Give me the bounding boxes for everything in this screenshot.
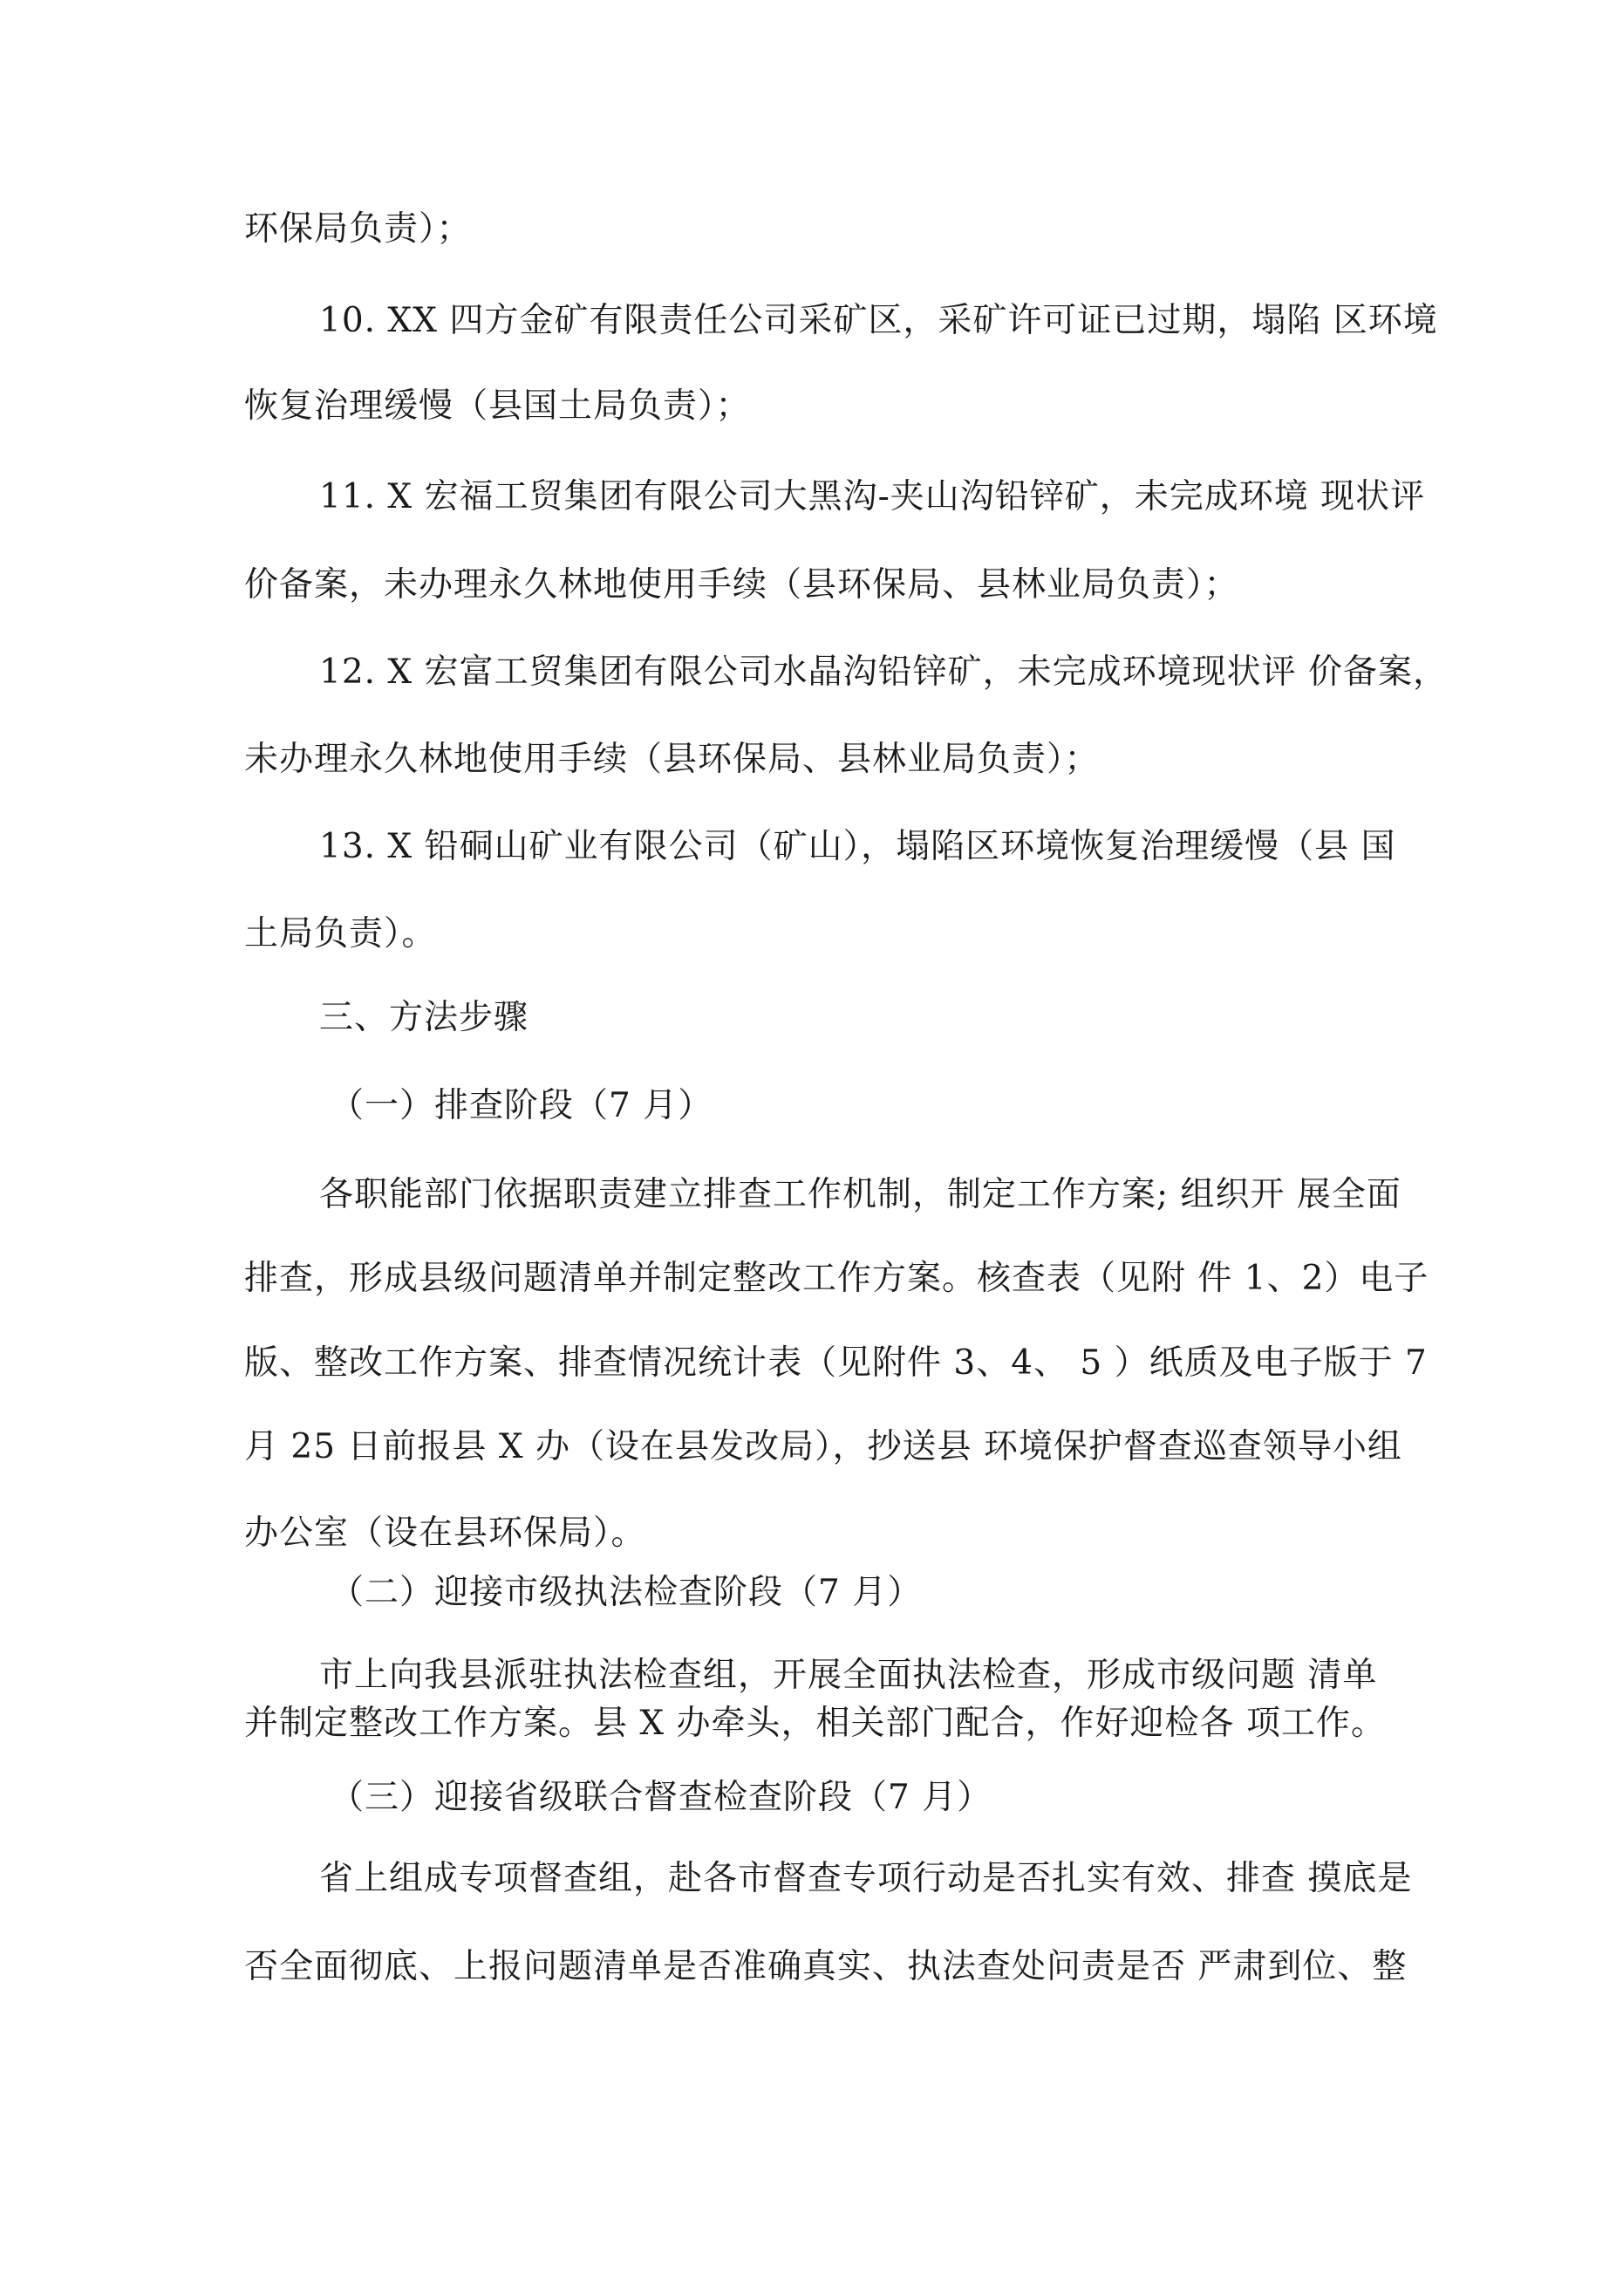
paragraph-line: 否全面彻底、上报问题清单是否准确真实、执法查处问责是否 严肃到位、整	[244, 1947, 1408, 1986]
paragraph-line: 排查，形成县级问题清单并制定整改工作方案。核查表（见附 件 1、2）电子	[244, 1259, 1429, 1298]
list-item-10-line: 10. XX 四方金矿有限责任公司采矿区，采矿许可证已过期，塌陷 区环境	[319, 301, 1438, 340]
list-item-12-line: 未办理永久林地使用手续（县环保局、县林业局负责）；	[244, 740, 1100, 779]
list-item-13-line: 土局负责）。	[244, 914, 437, 953]
paragraph-line: 办公室（设在县环保局）。	[244, 1514, 646, 1553]
paragraph-line: 市上向我县派驻执法检查组，开展全面执法检查，形成市级问题 清单	[319, 1656, 1378, 1695]
section-heading: 三、方法步骤	[319, 998, 529, 1037]
paragraph-line: 月 25 日前报县 X 办（设在县发改局），抄送县 环境保护督查巡查领导小组	[244, 1427, 1402, 1466]
paragraph-line: 版、整改工作方案、排查情况统计表（见附件 3、4、 5 ）纸质及电子版于 7	[244, 1343, 1428, 1383]
subsection-heading: （二）迎接市级执法检查阶段（7 月）	[330, 1573, 923, 1612]
paragraph-line: 省上组成专项督查组，赴各市督查专项行动是否扎实有效、排查 摸底是	[319, 1859, 1413, 1898]
text-line: 环保局负责）；	[244, 209, 472, 249]
list-item-11-line: 11. X 宏福工贸集团有限公司大黑沟-夹山沟铅锌矿，未完成环境 现状评	[319, 477, 1426, 516]
list-item-12-line: 12. X 宏富工贸集团有限公司水晶沟铅锌矿，未完成环境现状评 价备案，	[319, 653, 1448, 692]
list-item-10-line: 恢复治理缓慢（县国土局负责）；	[244, 386, 751, 426]
subsection-heading: （三）迎接省级联合督查检查阶段（7 月）	[330, 1778, 992, 1817]
paragraph-line: 各职能部门依据职责建立排查工作机制，制定工作方案; 组织开 展全面	[319, 1175, 1401, 1214]
list-item-11-line: 价备案，未办理永久林地使用手续（县环保局、县林业局负责）；	[244, 565, 1239, 605]
list-item-13-line: 13. X 铅硐山矿业有限公司（矿山），塌陷区环境恢复治理缓慢（县 国	[319, 827, 1396, 866]
subsection-heading: （一）排查阶段（7 月）	[330, 1086, 713, 1125]
paragraph-line: 并制定整改工作方案。县 X 办牵头，相关部门配合，作好迎检各 项工作。	[244, 1704, 1386, 1743]
